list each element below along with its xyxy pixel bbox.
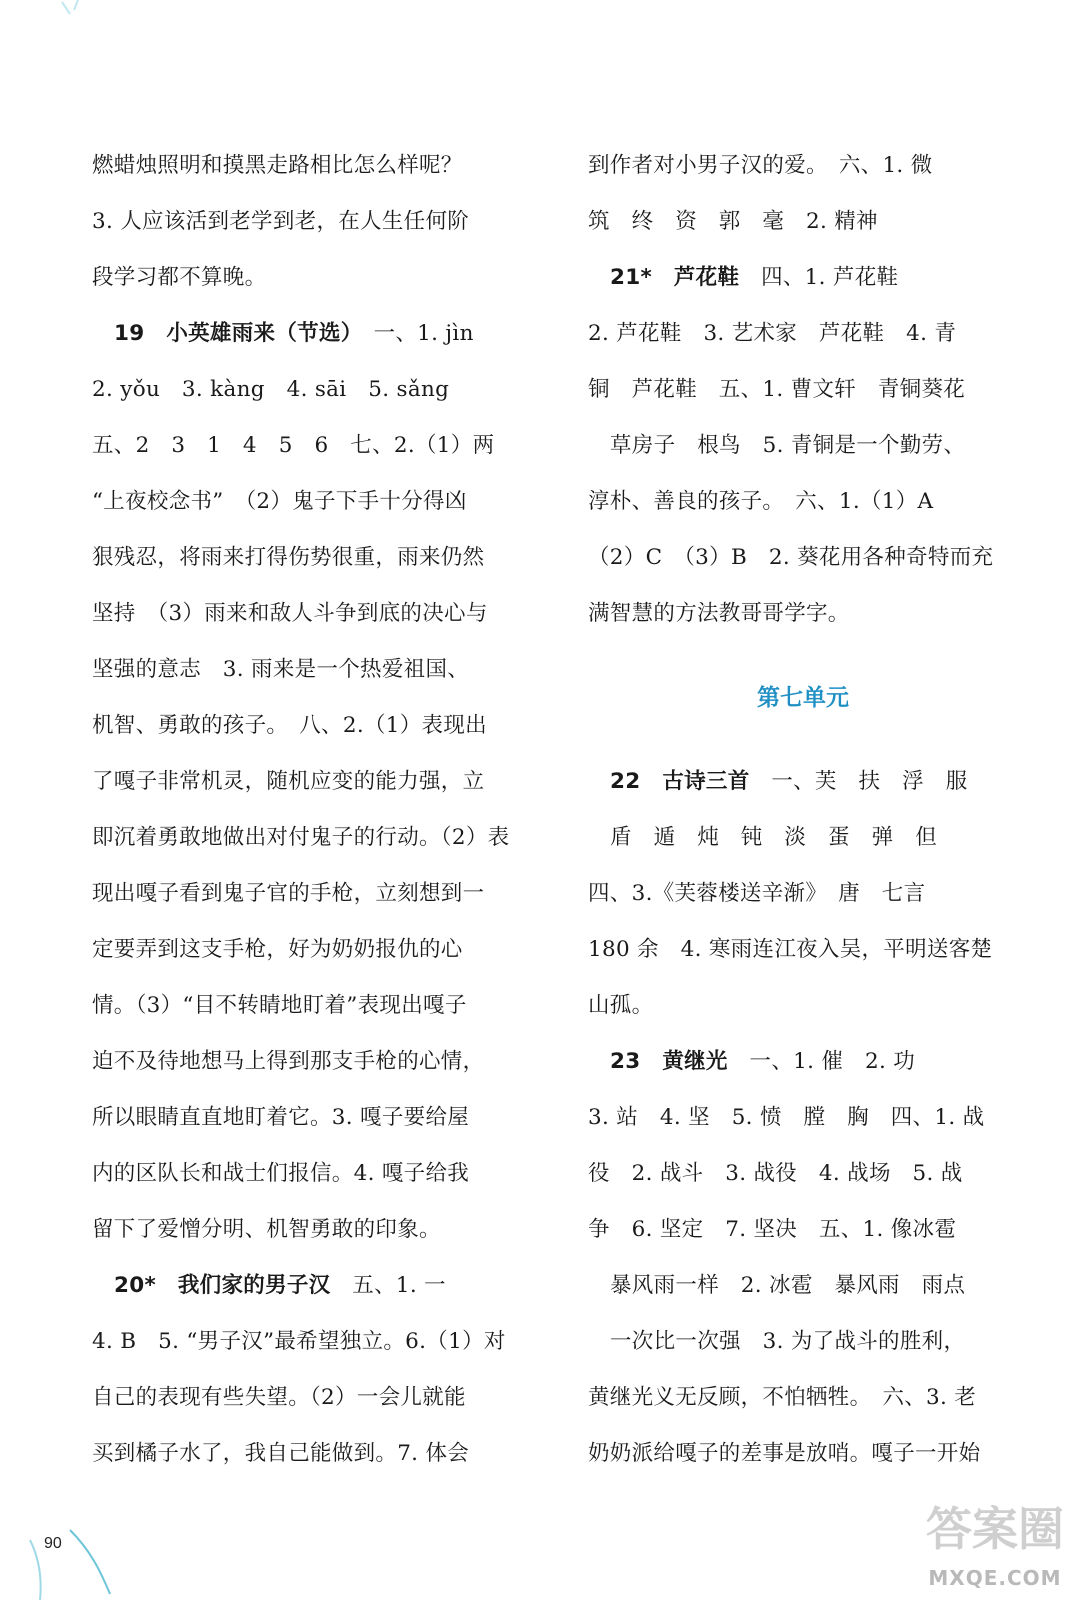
watermark [920,1500,1070,1592]
text-line [588,306,1018,362]
right-column [588,138,1018,1482]
text-line [92,978,522,1034]
line-text: 黄继光义无反顾，不怕牺牲。 六、3. 老 [588,1385,977,1410]
line-text: 4. B 5. “男子汉”最希望独立。6.（1）对 [92,1329,506,1354]
line-text: 段学习都不算晚。 [92,265,267,290]
text-line [92,362,522,418]
line-text: 到作者对小男子汉的爱。 六、1. 微 [588,153,933,178]
text-line [92,642,522,698]
text-line [92,1090,522,1146]
line-text: 3. 人应该活到老学到老，在人生任何阶 [92,209,470,234]
watermark-logo: 答案圈 [926,1502,1064,1556]
line-text: 机智、勇敢的孩子。 八、2.（1）表现出 [92,713,487,738]
line-text: 淳朴、善良的孩子。 六、1.（1）A [588,489,934,514]
right-column-top [588,138,1018,642]
lesson-heading: 19 小英雄雨来（节选） [114,321,352,346]
page-number: 90 [44,1535,62,1552]
text-line [92,1034,522,1090]
lesson-heading: 22 古诗三首 [610,769,750,794]
line-text: 筑 终 资 郭 毫 2. 精神 [588,209,878,234]
line-text: 了嘎子非常机灵，随机应变的能力强，立 [92,769,485,794]
text-line [92,1426,522,1482]
line-text: 即沉着勇敢地做出对付鬼子的行动。（2）表 [92,825,510,850]
text-line [92,1146,522,1202]
line-text: 内的区队长和战士们报信。4. 嘎子给我 [92,1161,470,1186]
line-text: 坚持 （3）雨来和敌人斗争到底的决心与 [92,601,488,626]
text-line [588,194,1018,250]
line-text: 坚强的意志 3. 雨来是一个热爱祖国、 [92,657,470,682]
text-line [588,1258,1018,1314]
line-text: 争 6. 坚定 7. 坚决 五、1. 像冰雹 [588,1217,957,1242]
text-line [588,362,1018,418]
corner-decoration-bottom [0,1490,140,1600]
line-text: 3. 站 4. 坚 5. 愤 膛 胸 四、1. 战 [588,1105,985,1130]
lesson-heading: 20* 我们家的男子汉 [114,1273,331,1298]
left-column [92,138,522,1482]
lesson-heading: 23 黄继光 [610,1049,728,1074]
line-text: 暴风雨一样 2. 冰雹 暴风雨 雨点 [610,1273,966,1298]
line-text: 五、2 3 1 4 5 6 七、2.（1）两 [92,433,495,458]
text-line [92,754,522,810]
text-line [92,1314,522,1370]
line-text: 四、1. 芦花鞋 [739,265,899,290]
text-line [588,1370,1018,1426]
text-line [92,1258,522,1314]
line-text: 铜 芦花鞋 五、1. 曹文轩 青铜葵花 [588,377,966,402]
line-text: 所以眼睛直直地盯着它。3. 嘎子要给屋 [92,1105,470,1130]
text-line [588,1202,1018,1258]
text-line [92,306,522,362]
text-line [92,138,522,194]
text-line [588,978,1018,1034]
text-line [588,1426,1018,1482]
right-column-bottom [588,754,1018,1482]
line-text: 迫不及待地想马上得到那支手枪的心情， [92,1049,485,1074]
text-line [92,250,522,306]
line-text: 草房子 根鸟 5. 青铜是一个勤劳、 [610,433,966,458]
text-line [92,922,522,978]
text-line [92,1202,522,1258]
line-text: 燃蜡烛照明和摸黑走路相比怎么样呢？ [92,153,463,178]
text-line [588,474,1018,530]
lesson-heading: 21* 芦花鞋 [610,265,740,290]
line-text: 留下了爱憎分明、机智勇敢的印象。 [92,1217,441,1242]
text-line [92,418,522,474]
text-line [92,474,522,530]
line-text: 狠残忍，将雨来打得伤势很重，雨来仍然 [92,545,485,570]
text-line [588,586,1018,642]
text-line [588,418,1018,474]
text-line [92,810,522,866]
line-text: 满智慧的方法教哥哥学字。 [588,601,850,626]
line-text: “上夜校念书” （2）鬼子下手十分得凶 [92,489,467,514]
text-line [92,194,522,250]
line-text: 奶奶派给嘎子的差事是放哨。嘎子一开始 [588,1441,981,1466]
watermark-site: MXQE.COM [928,1566,1062,1590]
line-text: 定要弄到这支手枪，好为奶奶报仇的心 [92,937,463,962]
unit-title: 第七单元 [757,685,849,711]
line-text: 2. yǒu 3. kàng 4. sāi 5. sǎng [92,377,450,402]
line-text: 役 2. 战斗 3. 战役 4. 战场 5. 战 [588,1161,963,1186]
line-text: 四、3.《芙蓉楼送辛渐》 唐 七言 [588,881,926,906]
text-line [92,698,522,754]
line-text: （2）C （3）B 2. 葵花用各种奇特而充 [588,545,994,570]
text-line [588,754,1018,810]
line-text: 180 余 4. 寒雨连江夜入吴，平明送客楚 [588,937,993,962]
corner-decoration-top [0,0,120,30]
line-text: 自己的表现有些失望。（2）一会儿就能 [92,1385,466,1410]
line-text: 五、1. 一 [330,1273,446,1298]
text-line [588,530,1018,586]
line-text: 一、芙 扶 浮 服 [749,769,968,794]
text-line [92,530,522,586]
line-text: 一、1. 催 2. 功 [727,1049,916,1074]
line-text: 情。（3）“目不转睛地盯着”表现出嘎子 [92,993,467,1018]
line-text: 山孤。 [588,993,654,1018]
text-line [588,922,1018,978]
line-text: 2. 芦花鞋 3. 艺术家 芦花鞋 4. 青 [588,321,957,346]
text-line [588,138,1018,194]
text-line [588,1146,1018,1202]
text-line [588,1034,1018,1090]
line-text: 盾 遁 炖 钝 淡 蛋 弹 但 [610,825,938,850]
text-line [92,586,522,642]
line-text: 一、1. jìn [351,321,474,346]
text-line [588,810,1018,866]
line-text: 现出嘎子看到鬼子官的手枪，立刻想到一 [92,881,485,906]
text-line [92,866,522,922]
line-text: 买到橘子水了，我自己能做到。7. 体会 [92,1441,470,1466]
text-line [588,1090,1018,1146]
line-text: 一次比一次强 3. 为了战斗的胜利， [610,1329,966,1354]
text-line [588,866,1018,922]
text-line [588,1314,1018,1370]
text-line [92,1370,522,1426]
text-line [588,250,1018,306]
